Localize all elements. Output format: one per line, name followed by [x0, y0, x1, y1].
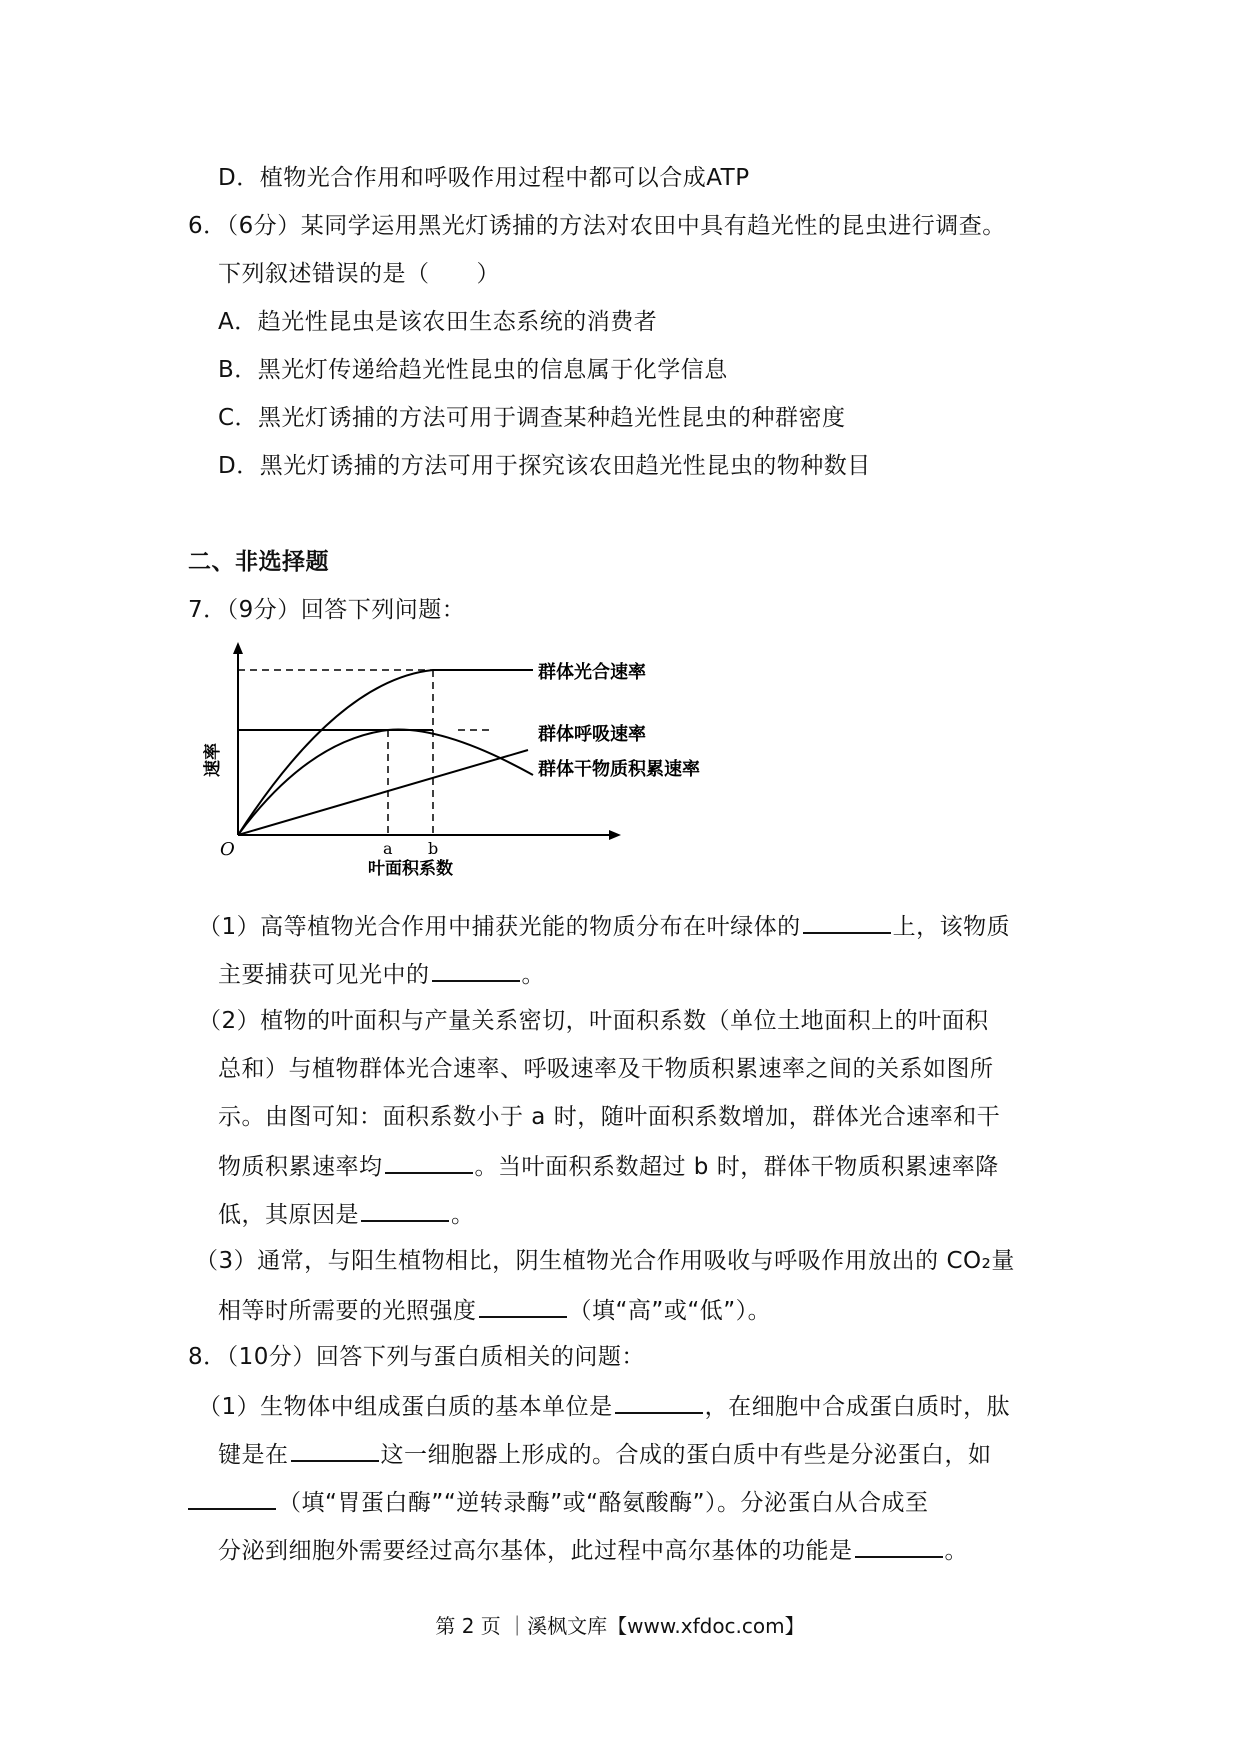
x-axis-label: 叶面积系数: [368, 859, 453, 879]
tick-a-label: a: [383, 839, 393, 858]
q7-part3-line2: 相等时所需要的光照强度 （填“高”或“低”）。: [218, 1294, 771, 1326]
q6-option-d: D．黑光灯诱捕的方法可用于探究该农田趋光性昆虫的物种数目: [218, 453, 871, 479]
q8-part1-line1: （1）生物体中组成蛋白质的基本单位是 ，在细胞中合成蛋白质时，肽: [198, 1390, 1010, 1422]
q7-part2-line5: 低，其原因是 。: [218, 1198, 475, 1230]
y-axis-label: 速率: [203, 743, 223, 777]
x-axis-arrow: [609, 830, 621, 840]
q6-option-b: B．黑光灯传递给趋光性昆虫的信息属于化学信息: [218, 357, 728, 383]
q7-part2-line2: 总和）与植物群体光合速率、呼吸速率及干物质积累速率之间的关系如图所: [218, 1056, 994, 1082]
rate-vs-leaf-area-graph: [188, 640, 768, 890]
q7-blank-4[interactable]: [361, 1198, 449, 1222]
q7-blank-2[interactable]: [432, 958, 520, 982]
q8-part1-line4: 分泌到细胞外需要经过高尔基体，此过程中高尔基体的功能是 。: [218, 1534, 968, 1566]
q6-option-c: C．黑光灯诱捕的方法可用于调查某种趋光性昆虫的种群密度: [218, 405, 846, 431]
q7-stem: 7．（9分）回答下列问题：: [188, 597, 466, 623]
q7-blank-3[interactable]: [385, 1150, 473, 1174]
label-respiration: 群体呼吸速率: [538, 724, 646, 745]
q5-option-d: D．植物光合作用和呼吸作用过程中都可以合成ATP: [218, 165, 750, 191]
q7-part2-line1: （2）植物的叶面积与产量关系密切，叶面积系数（单位土地面积上的叶面积: [198, 1008, 989, 1034]
page-footer: 第 2 页 ｜溪枫文库【www.xfdoc.com】: [435, 1614, 805, 1638]
y-axis-arrow: [233, 642, 243, 654]
section-heading: 二、非选择题: [188, 549, 329, 575]
q7-part2-line3: 示。由图可知：面积系数小于 a 时，随叶面积系数增加，群体光合速率和干: [218, 1104, 1001, 1130]
curve-group-respiration: [238, 750, 528, 835]
q8-part1-line2: 键是在 这一细胞器上形成的。合成的蛋白质中有些是分泌蛋白，如: [218, 1438, 992, 1470]
label-photosynthesis: 群体光合速率: [538, 662, 646, 683]
label-dry-matter: 群体干物质积累速率: [538, 759, 700, 780]
q8-blank-3[interactable]: [188, 1486, 276, 1510]
q8-blank-4[interactable]: [855, 1534, 943, 1558]
q7-part2-line4: 物质积累速率均 。当叶面积系数超过 b 时，群体干物质积累速率降: [218, 1150, 999, 1182]
tick-b-label: b: [428, 839, 439, 858]
q7-blank-5[interactable]: [479, 1294, 567, 1318]
q6-stem-line1: 6．（6分）某同学运用黑光灯诱捕的方法对农田中具有趋光性的昆虫进行调查。: [188, 213, 1006, 239]
q8-stem: 8．（10分）回答下列与蛋白质相关的问题：: [188, 1344, 645, 1370]
origin-label: O: [220, 839, 235, 860]
q7-part1-line1: （1）高等植物光合作用中捕获光能的物质分布在叶绿体的 上，该物质: [198, 910, 1010, 942]
q7-part1-line2: 主要捕获可见光中的 。: [218, 958, 545, 990]
q7-part3-line1: （3）通常，与阳生植物相比，阴生植物光合作用吸收与呼吸作用放出的 CO₂量: [195, 1248, 1015, 1274]
q7-blank-1[interactable]: [803, 910, 891, 934]
q8-blank-1[interactable]: [615, 1390, 703, 1414]
curve-group-dry-matter: [238, 730, 533, 835]
q8-blank-2[interactable]: [291, 1438, 379, 1462]
q8-part1-line3: （填“胃蛋白酶”“逆转录酶”或“酪氨酸酶”）。分泌蛋白从合成至: [188, 1486, 929, 1518]
q6-stem-line2: 下列叙述错误的是（ ）: [218, 261, 500, 287]
q6-option-a: A．趋光性昆虫是该农田生态系统的消费者: [218, 309, 658, 335]
